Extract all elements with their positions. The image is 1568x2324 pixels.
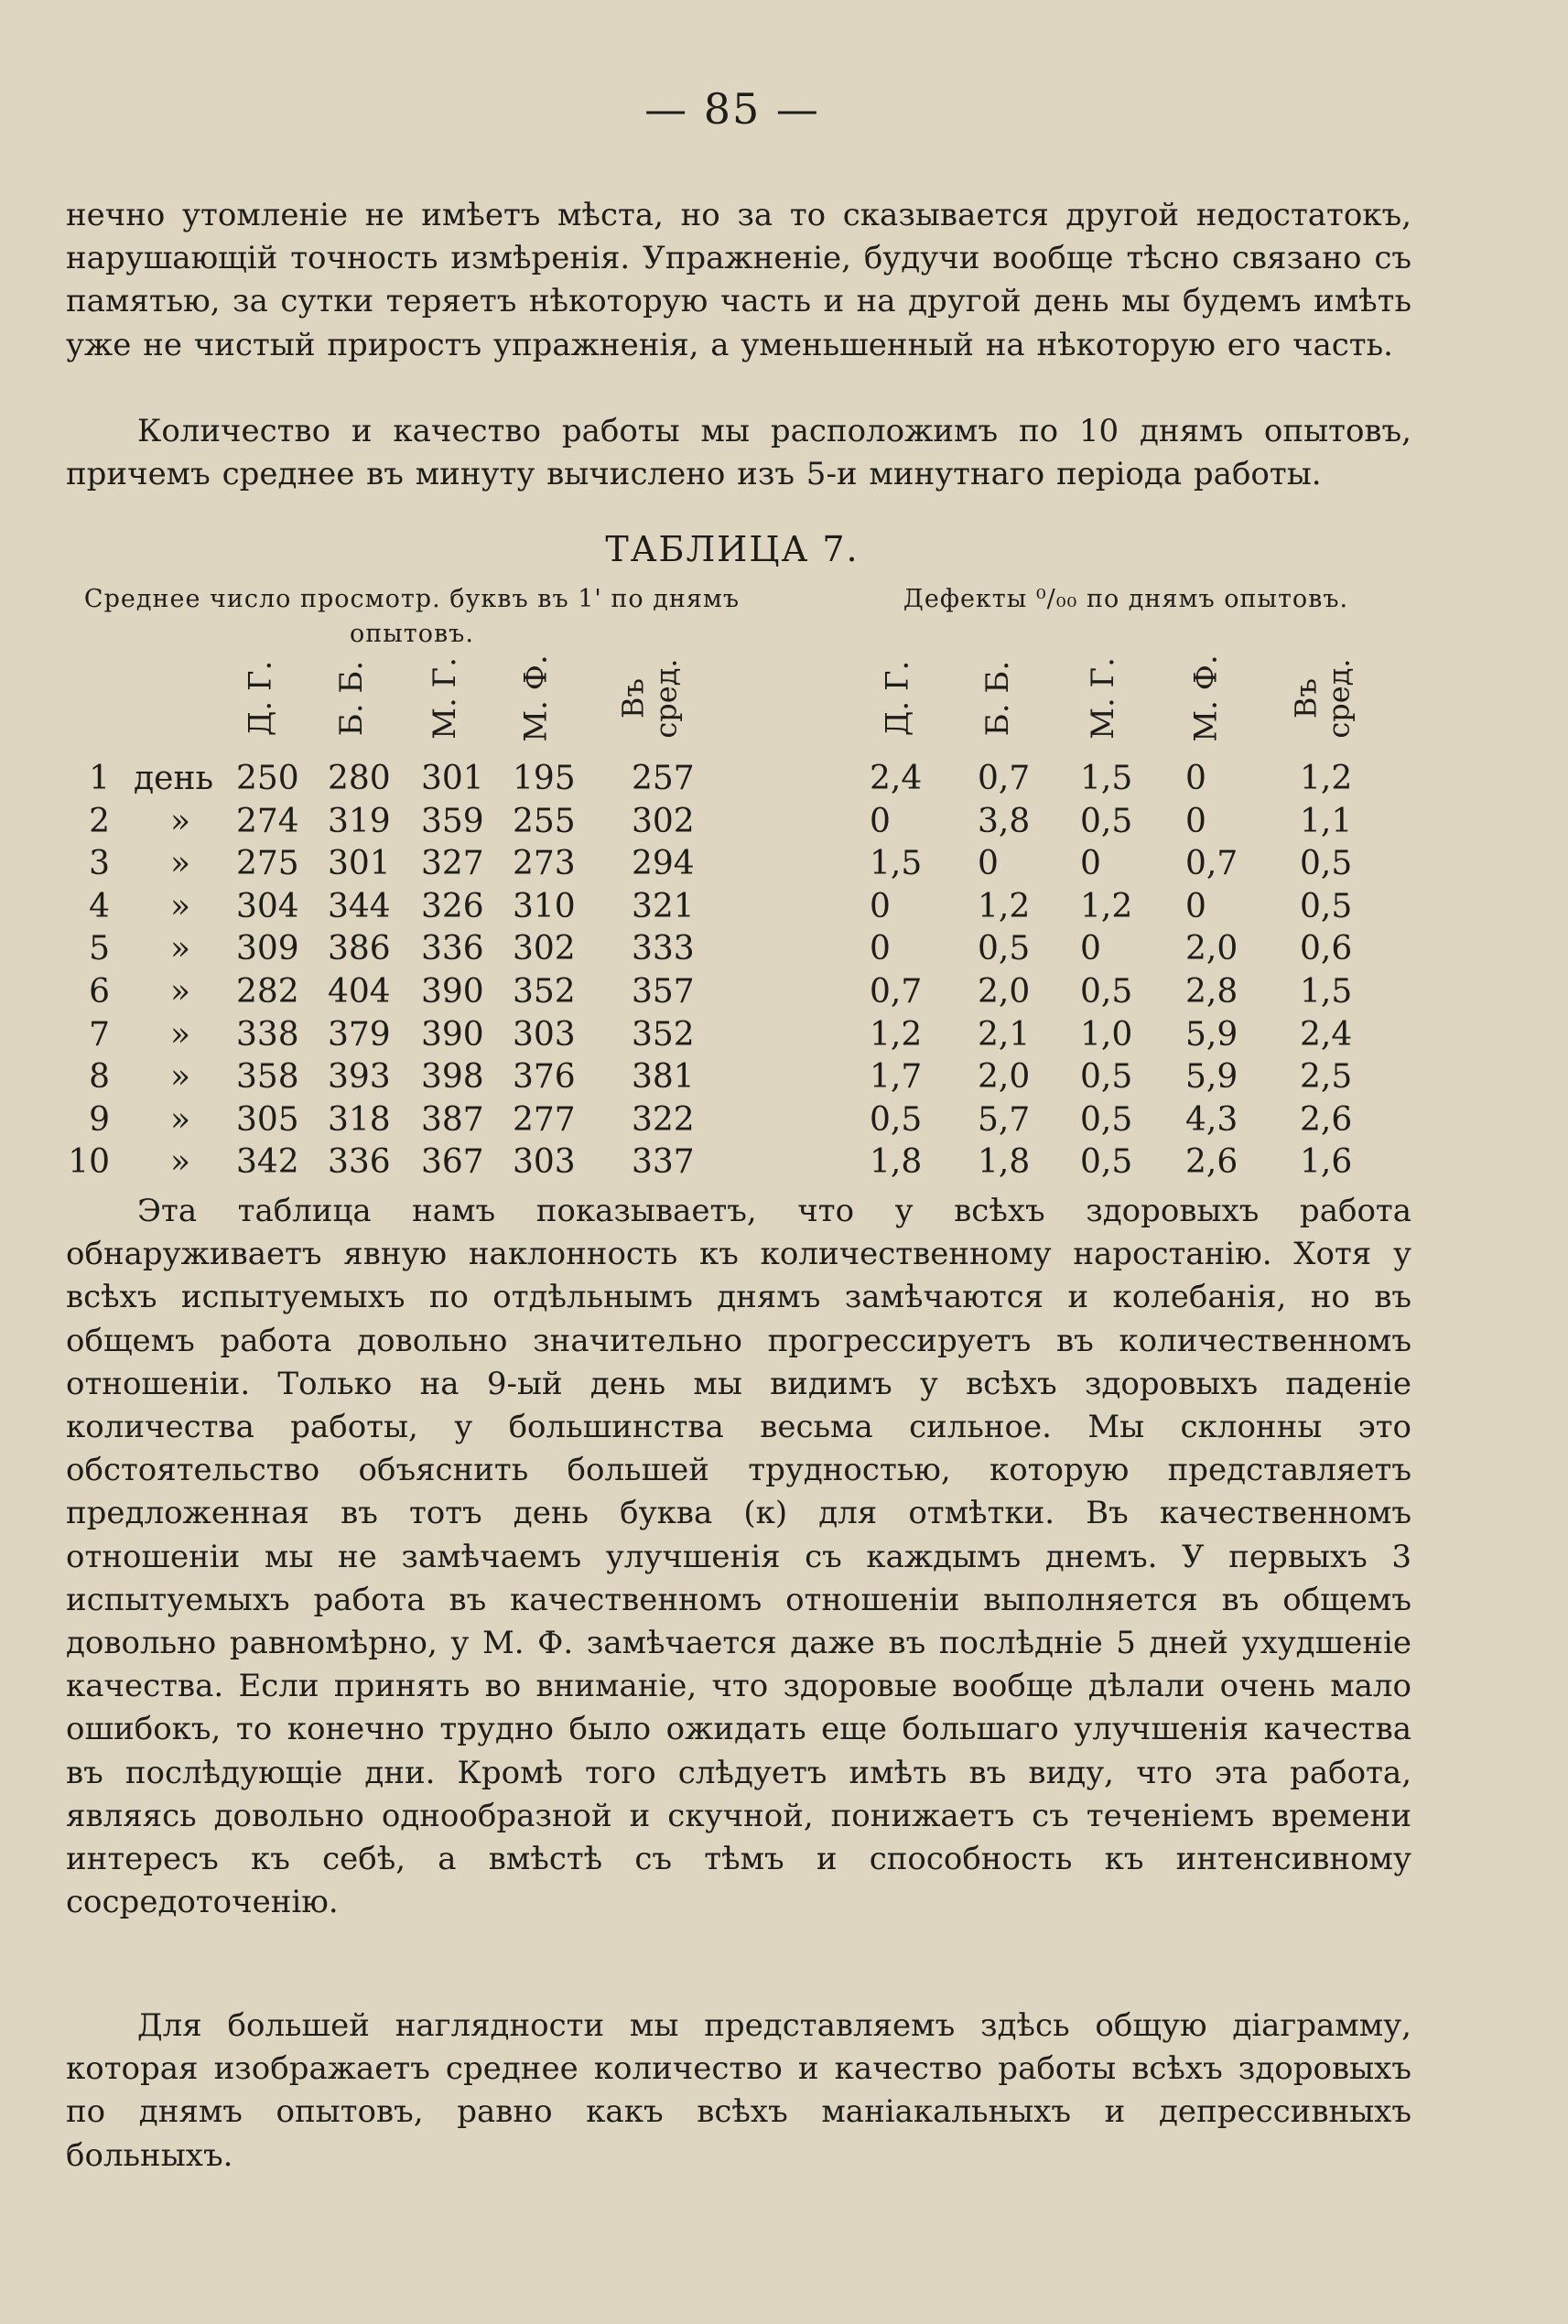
table-row — [0, 801, 1465, 843]
defect-cell: 2,6 — [1300, 1100, 1353, 1139]
defect-cell: 2,1 — [978, 1015, 1031, 1054]
count-cell: 338 — [236, 1015, 299, 1054]
table-row — [0, 928, 1465, 970]
count-cell: 390 — [421, 973, 484, 1011]
right-column-header-label: М. Ф. — [1188, 654, 1225, 742]
count-cell: 359 — [421, 802, 484, 840]
table-row — [0, 1056, 1465, 1098]
count-cell: 301 — [328, 845, 391, 883]
paragraph-1: нечно утомленіе не имѣетъ мѣста, но за то сказывается другой недостатокъ, нарушающій точность измѣренія. Упражненіе, будучи вообще тѣсно связано съ памятью, за сутки теряетъ нѣкоторую часть и на другой день мы будемъ имѣть уже не чистый приростъ упражненія, а уменьшенный на нѣкоторую его часть. — [66, 197, 1411, 363]
day-number: 4 — [89, 887, 110, 925]
right-column-header — [957, 648, 1039, 749]
right-column-header — [1062, 648, 1144, 749]
day-number: 2 — [89, 802, 110, 840]
defect-cell: 0,5 — [1080, 1058, 1133, 1097]
defect-cell: 1,7 — [870, 1058, 923, 1097]
defect-cell: 2,0 — [978, 1058, 1031, 1097]
defect-cell: 0,7 — [978, 760, 1031, 797]
day-label: » — [170, 1015, 191, 1054]
defect-cell: 0 — [978, 845, 999, 883]
defect-cell: 2,0 — [978, 973, 1031, 1011]
left-column-header — [219, 648, 301, 749]
count-cell: 337 — [632, 1143, 695, 1182]
count-cell: 404 — [328, 973, 391, 1011]
defect-cell: 2,8 — [1185, 973, 1238, 1011]
defect-cell: 0,7 — [1185, 845, 1238, 883]
defect-cell: 1,1 — [1300, 802, 1353, 840]
count-cell: 310 — [513, 887, 576, 925]
defect-cell: 2,0 — [1185, 930, 1238, 968]
day-label: день — [134, 760, 214, 797]
defect-cell: 0 — [1080, 930, 1101, 968]
defect-cell: 1,2 — [1300, 760, 1353, 797]
count-cell: 294 — [632, 845, 695, 883]
count-cell: 255 — [513, 802, 576, 840]
table-row — [0, 971, 1465, 1013]
defect-cell: 0 — [1185, 760, 1206, 797]
left-column-header — [495, 648, 578, 749]
count-cell: 342 — [236, 1143, 299, 1182]
table-row — [0, 1099, 1465, 1141]
paragraph-4: Для большей наглядности мы представляемъ здѣсь общую діаграмму, которая изображаетъ среднее количество и качество работы всѣхъ здоровыхъ по днямъ опытовъ, равно какъ всѣхъ маніакальныхъ и депрессивныхъ больныхъ. — [66, 2007, 1411, 2174]
defect-cell: 1,2 — [870, 1015, 923, 1054]
count-cell: 326 — [421, 887, 484, 925]
count-cell: 352 — [632, 1015, 695, 1054]
defect-cell: 0,5 — [1300, 845, 1353, 883]
count-cell: 379 — [328, 1015, 391, 1054]
count-cell: 282 — [236, 973, 299, 1011]
defect-cell: 0 — [870, 887, 891, 925]
count-cell: 357 — [632, 973, 695, 1011]
page-number: — 85 — — [644, 84, 820, 134]
right-column-header-label: М. Г. — [1085, 657, 1121, 740]
defect-cell: 0,5 — [1080, 1100, 1133, 1139]
left-column-header-label: М. Ф. — [518, 654, 555, 742]
count-cell: 393 — [328, 1058, 391, 1097]
count-cell: 275 — [236, 845, 299, 883]
table-row — [0, 843, 1465, 885]
right-column-header-label: Б. Б. — [979, 660, 1016, 737]
defect-cell: 0 — [870, 930, 891, 968]
table-left-caption: Среднее число просмотр. буквъ въ 1' по днямъ опытовъ. — [83, 585, 741, 648]
paragraph-2: Количество и качество работы мы расположимъ по 10 днямъ опытовъ, причемъ среднее въ минуту вычислено изъ 5-и минутнаго періода работы. — [66, 413, 1411, 493]
day-number: 9 — [89, 1100, 110, 1139]
day-number: 6 — [89, 973, 110, 1011]
defect-cell: 1,2 — [1080, 887, 1133, 925]
defect-cell: 0,5 — [1080, 802, 1133, 840]
defect-cell: 0 — [1080, 845, 1101, 883]
count-cell: 390 — [421, 1015, 484, 1054]
right-column-header — [856, 648, 938, 749]
defect-cell: 0,6 — [1300, 930, 1353, 968]
defect-cell: 1,8 — [870, 1143, 923, 1182]
defect-cell: 2,4 — [1300, 1015, 1353, 1054]
defect-cell: 5,7 — [978, 1100, 1031, 1139]
day-number: 7 — [89, 1015, 110, 1054]
defect-cell: 1,5 — [1300, 973, 1353, 1011]
day-label: » — [170, 1058, 191, 1097]
count-cell: 301 — [421, 760, 484, 797]
count-cell: 352 — [513, 973, 576, 1011]
defect-cell: 0 — [870, 802, 891, 840]
day-label: » — [170, 802, 191, 840]
defect-cell: 0,5 — [978, 930, 1031, 968]
day-label: » — [170, 973, 191, 1011]
day-number: 8 — [89, 1058, 110, 1097]
right-column-header — [1281, 648, 1364, 749]
defect-cell: 1,6 — [1300, 1143, 1353, 1182]
table-row — [0, 1141, 1465, 1184]
count-cell: 273 — [513, 845, 576, 883]
defect-cell: 2,4 — [870, 760, 923, 797]
table-right-caption: Дефекты ⁰/₀₀ по днямъ опытовъ. — [903, 585, 1349, 613]
count-cell: 322 — [632, 1100, 695, 1139]
count-cell: 318 — [328, 1100, 391, 1139]
count-cell: 398 — [421, 1058, 484, 1097]
defect-cell: 0 — [1185, 887, 1206, 925]
day-label: » — [170, 845, 191, 883]
left-column-header-label: М. Г. — [427, 657, 463, 740]
defect-cell: 0 — [1185, 802, 1206, 840]
count-cell: 195 — [513, 760, 576, 797]
table-title: ТАБЛИЦА 7. — [605, 529, 860, 569]
paragraph-3: Эта таблица намъ показываетъ, что у всѣхъ здоровыхъ работа обнаруживаетъ явную наклонность къ количественному наростанію. Хотя у всѣхъ испытуемыхъ по отдѣльнымъ днямъ замѣчаются и колебанія, но въ общемъ работа довольно значительно прогрессируетъ въ количественномъ отношеніи. Только на 9-ый день мы видимъ у всѣхъ здоровыхъ паденіе количества работы, у большинства весьма сильное. Мы склонны это обстоятельство объяснить большей трудностью, которую представляетъ предложенная въ тотъ день буква (к) для отмѣтки. Въ качественномъ отношеніи мы не замѣчаемъ улучшенія съ каждымъ днемъ. У первыхъ 3 испытуемыхъ работа въ качественномъ отношеніи выполняется въ общемъ довольно равномѣрно, у М. Ф. замѣчается даже въ послѣдніе 5 дней ухудшеніе качества. Если принять во вниманіе, что здоровые вообще дѣлали очень мало ошибокъ, то конечно трудно было ожидать еще большаго улучшенія качества въ послѣдующіе дни. Кромѣ того слѣдуетъ имѣть въ виду, что эта работа, являясь довольно однообразной и скучной, понижаетъ съ теченіемъ времени интересъ къ себѣ, а вмѣстѣ съ тѣмъ и способность къ интенсивному сосредоточенію. — [66, 1193, 1411, 1921]
defect-cell: 1,2 — [978, 887, 1031, 925]
count-cell: 280 — [328, 760, 391, 797]
count-cell: 381 — [632, 1058, 695, 1097]
table-row — [0, 758, 1465, 800]
defect-cell: 1,8 — [978, 1143, 1031, 1182]
defect-cell: 0,5 — [1080, 973, 1133, 1011]
defect-cell: 1,0 — [1080, 1015, 1133, 1054]
count-cell: 367 — [421, 1143, 484, 1182]
right-column-header-label: Д. Г. — [878, 660, 915, 737]
count-cell: 321 — [632, 887, 695, 925]
left-column-header — [404, 648, 486, 749]
defect-cell: 5,9 — [1185, 1015, 1238, 1054]
count-cell: 274 — [236, 802, 299, 840]
defect-cell: 0,5 — [870, 1100, 923, 1139]
day-label: » — [170, 1100, 191, 1139]
count-cell: 333 — [632, 930, 695, 968]
defect-cell: 2,5 — [1300, 1058, 1353, 1097]
defect-cell: 4,3 — [1185, 1100, 1238, 1139]
day-label: » — [170, 1143, 191, 1182]
count-cell: 319 — [328, 802, 391, 840]
left-column-header-label: Б. Б. — [333, 660, 370, 737]
right-column-header-label: Въ сред. — [1289, 658, 1357, 739]
left-column-header-label: Въ сред. — [616, 658, 684, 739]
count-cell: 344 — [328, 887, 391, 925]
defect-cell: 2,6 — [1185, 1143, 1238, 1182]
left-column-header-label: Д. Г. — [241, 660, 278, 737]
table-row — [0, 1014, 1465, 1056]
day-number: 5 — [89, 930, 110, 968]
count-cell: 302 — [632, 802, 695, 840]
count-cell: 358 — [236, 1058, 299, 1097]
day-number: 10 — [68, 1143, 110, 1182]
defect-cell: 3,8 — [978, 802, 1031, 840]
count-cell: 336 — [421, 930, 484, 968]
defect-cell: 1,5 — [1080, 760, 1133, 797]
count-cell: 387 — [421, 1100, 484, 1139]
left-column-header — [310, 648, 393, 749]
right-column-header — [1165, 648, 1248, 749]
count-cell: 304 — [236, 887, 299, 925]
count-cell: 250 — [236, 760, 299, 797]
day-number: 3 — [89, 845, 110, 883]
count-cell: 305 — [236, 1100, 299, 1139]
day-label: » — [170, 930, 191, 968]
day-label: » — [170, 887, 191, 925]
count-cell: 277 — [513, 1100, 576, 1139]
count-cell: 302 — [513, 930, 576, 968]
defect-cell: 5,9 — [1185, 1058, 1238, 1097]
count-cell: 376 — [513, 1058, 576, 1097]
defect-cell: 1,5 — [870, 845, 923, 883]
count-cell: 386 — [328, 930, 391, 968]
defect-cell: 0,7 — [870, 973, 923, 1011]
left-column-header — [609, 648, 691, 749]
table-row — [0, 886, 1465, 928]
defect-cell: 0,5 — [1300, 887, 1353, 925]
count-cell: 303 — [513, 1143, 576, 1182]
count-cell: 336 — [328, 1143, 391, 1182]
defect-cell: 0,5 — [1080, 1143, 1133, 1182]
count-cell: 327 — [421, 845, 484, 883]
count-cell: 303 — [513, 1015, 576, 1054]
count-cell: 309 — [236, 930, 299, 968]
count-cell: 257 — [632, 760, 695, 797]
day-number: 1 — [89, 760, 110, 797]
